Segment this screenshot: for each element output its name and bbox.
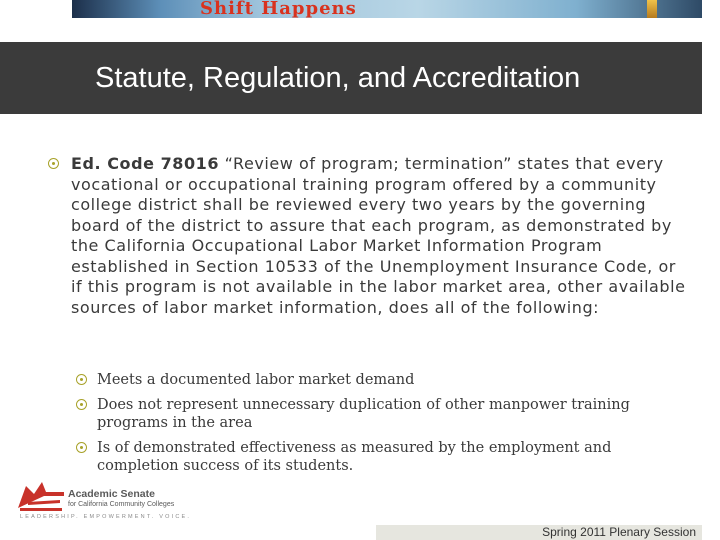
circled-dot-icon xyxy=(76,442,87,453)
sub-bullet-item xyxy=(76,439,676,475)
academic-senate-logo-icon xyxy=(16,478,66,512)
logo-title: Academic Senate xyxy=(68,488,155,500)
slide-title: Statute, Regulation, and Accreditation xyxy=(95,62,581,94)
banner-text: Shift Happens xyxy=(200,0,357,18)
footer-bar xyxy=(376,525,702,540)
main-bullet-text xyxy=(71,154,688,318)
academic-senate-logo xyxy=(16,478,196,523)
circled-dot-icon xyxy=(76,374,87,385)
header-banner-image xyxy=(72,0,702,18)
sub-bullet-text: Is of demonstrated effectiveness as measured by the employment and completion success of its students. xyxy=(97,440,612,474)
sub-bullet-text: Meets a documented labor market demand xyxy=(97,372,415,388)
title-bar xyxy=(0,42,702,114)
sub-bullet-text: Does not represent unnecessary duplication of other manpower training programs in the area xyxy=(97,397,630,431)
logo-subtitle: for California Community Colleges xyxy=(68,501,175,508)
sub-bullet-item xyxy=(76,396,676,432)
main-bullet-body: “Review of program; termination” states that every vocational or occupational training program offered by a community college district shall be reviewed every two years by the governing board of the district to assure that each program, as demonstrated by the California Occupational Labor Market Information Program established in Section 10533 of the Unemployment Insurance Code, or if this program is not available in the labor market area, other available sources of labor market information, does all of the following: xyxy=(71,154,686,317)
sub-bullet-list xyxy=(76,371,676,482)
banner-figure xyxy=(647,0,657,18)
footer-text: Spring 2011 Plenary Session xyxy=(542,525,696,539)
circled-dot-icon xyxy=(48,158,59,169)
main-bullet xyxy=(48,154,688,318)
sub-bullet-item xyxy=(76,371,676,389)
main-bullet-bold: Ed. Code 78016 xyxy=(71,154,220,173)
logo-tagline: LEADERSHIP. EMPOWERMENT. VOICE. xyxy=(20,514,192,520)
circled-dot-icon xyxy=(76,399,87,410)
